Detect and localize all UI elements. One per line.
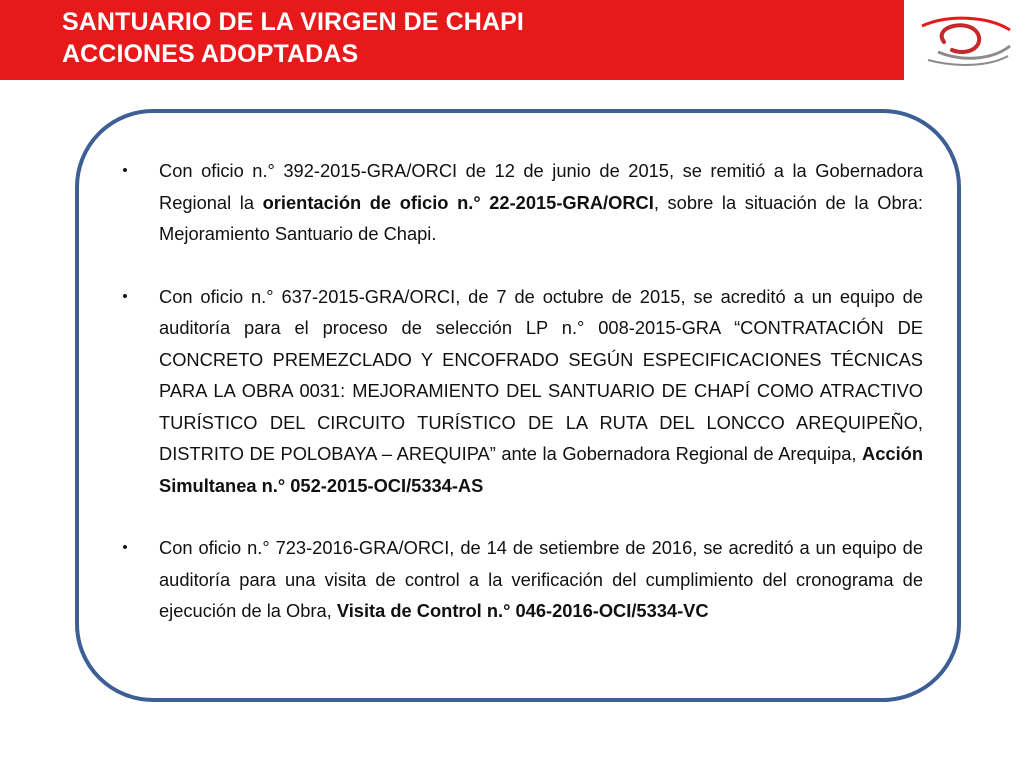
bullet-icon: • [122,539,128,556]
item-text: Con oficio n.° 392-2015-GRA/ORCI de 12 de junio de 2015, se remitió a la Gobernadora Regional la [159,160,923,213]
item-bold-text: Acción Simultanea n.° 052-2015-OCI/5334-AS [159,443,923,496]
bullet-icon: • [122,162,128,179]
item-text: Con oficio n.° 637-2015-GRA/ORCI, de 7 de octubre de 2015, se acreditó a un equipo de auditoría para el proceso de selección LP n.° 008-2015-GRA “CONTRATACIÓN DE CONCRETO PREMEZCLADO Y ENCOFRADO SEGÚN ESPECIFICACIONES TÉCNICAS PARA LA OBRA 0031: MEJORAMIENTO DEL SANTUARIO DE CHAPÍ COMO ATRACTIVO TURÍSTICO DEL CIRCUITO TURÍSTICO DE LA RUTA DEL LONCCO AREQUIPEÑO, DISTRITO DE POLOBAYA – AREQUIPA” ante la Gobernadora Regional de Arequipa, [159,285,923,464]
title-bar [0,0,904,80]
list-item [115,532,923,627]
contraloria-logo-icon [918,12,1014,68]
list-item [115,281,923,502]
item-bold-text: Visita de Control n.° 046-2016-OCI/5334-VC [336,600,709,621]
list-item [115,155,923,250]
item-bold-text: orientación de oficio n.° 22-2015-GRA/ORCI [262,191,654,213]
item-text-end: , sobre la situación de la Obra: Mejoramiento Santuario de Chapi. [159,191,923,244]
item-text: Con oficio n.° 723-2016-GRA/ORCI, de 14 de setiembre de 2016, se acreditó a un equipo de auditoría para una visita de control a la verificación del cumplimiento del cronograma de ejecución de la Obra, [159,537,923,621]
slide-title-line-1: SANTUARIO DE LA VIRGEN DE CHAPI [62,8,524,36]
actions-list [115,155,923,658]
bullet-icon: • [122,287,128,305]
slide-title [62,6,524,70]
slide-title-line-2: ACCIONES ADOPTADAS [62,40,359,68]
